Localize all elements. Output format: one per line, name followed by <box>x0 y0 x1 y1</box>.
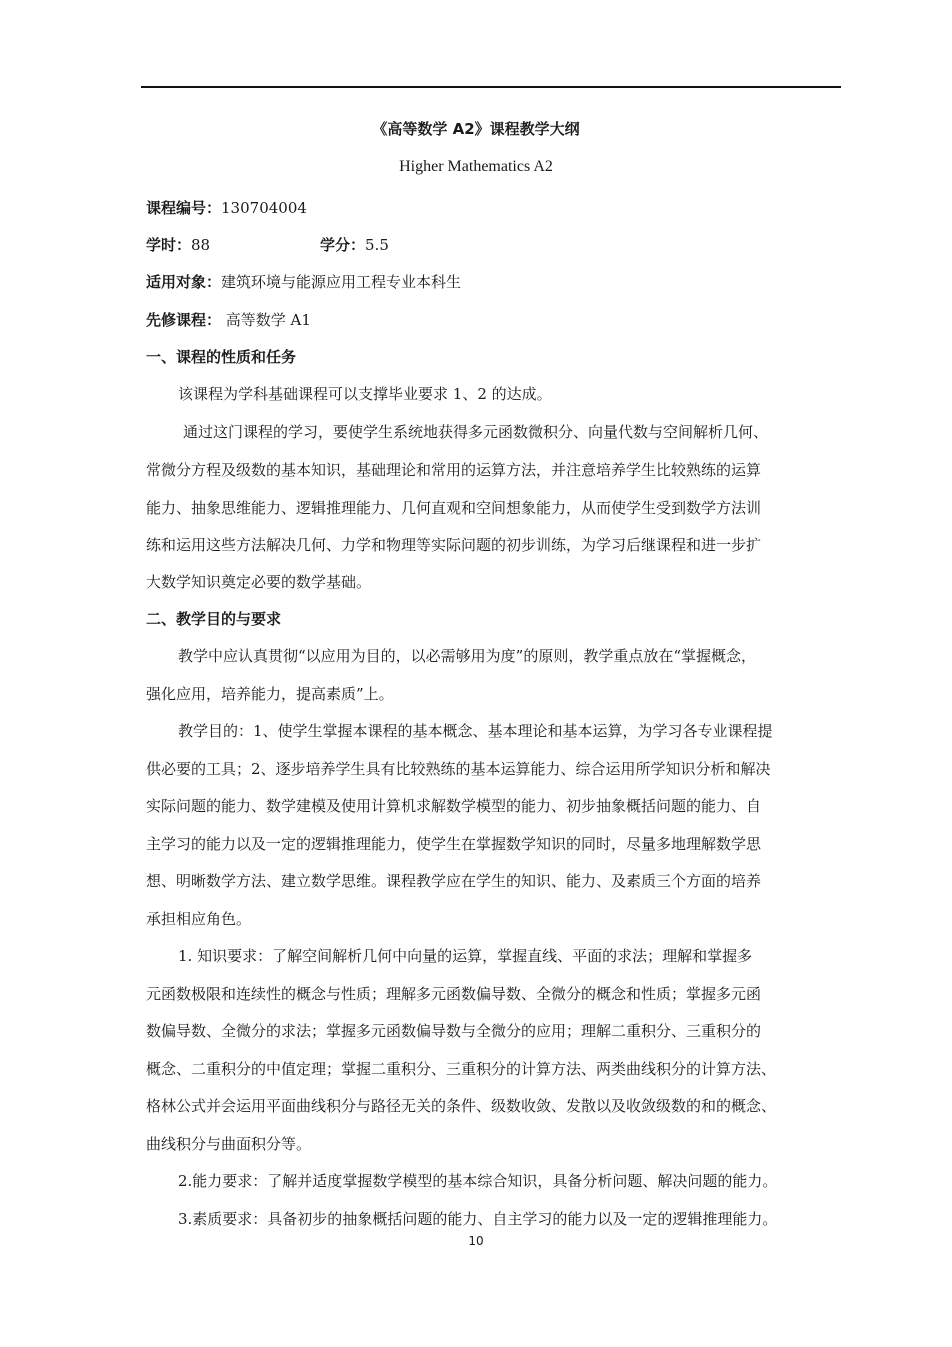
section2-line: 主学习的能力以及一定的逻辑推理能力，使学生在掌握数学知识的同时，尽量多地理解数学思 <box>146 835 762 853</box>
section2-line: 2.能力要求：了解并适度掌握数学模型的基本综合知识，具备分析问题、解决问题的能力。 <box>178 1172 778 1190</box>
section1-heading: 一、课程的性质和任务 <box>146 348 297 366</box>
section1-line: 通过这门课程的学习，要使学生系统地获得多元函数微积分、向量代数与空间解析几何、 <box>183 423 769 441</box>
section2-line: 强化应用，培养能力，提高素质”上。 <box>146 685 394 703</box>
hours-line <box>146 234 210 255</box>
section2-line: 1. 知识要求：了解空间解析几何中向量的运算，掌握直线、平面的求法；理解和掌握多 <box>178 947 753 965</box>
section2-line: 教学目的：1、使学生掌握本课程的基本概念、基本理论和基本运算，为学习各专业课程提 <box>178 722 773 740</box>
course-code-value: 130704004 <box>221 199 307 217</box>
section2-line: 承担相应角色。 <box>146 910 252 928</box>
section1-line: 能力、抽象思维能力、逻辑推理能力、几何直观和空间想象能力，从而使学生受到数学方法训 <box>146 499 762 517</box>
header-rule <box>141 86 841 88</box>
credit-label: 学分： <box>320 236 366 254</box>
page-subtitle: Higher Mathematics A2 <box>399 158 553 175</box>
prereq-line <box>146 309 311 330</box>
page-number: 10 <box>468 1234 484 1248</box>
section2-line: 数偏导数、全微分的求法；掌握多元函数偏导数与全微分的应用；理解二重积分、三重积分的 <box>146 1022 762 1040</box>
section2-line: 供必要的工具；2、逐步培养学生具有比较熟练的基本运算能力、综合运用所学知识分析和解决 <box>146 760 771 778</box>
section1-line: 大数学知识奠定必要的数学基础。 <box>146 573 372 591</box>
prereq-value: 高等数学 A1 <box>221 311 311 329</box>
section2-heading: 二、教学目的与要求 <box>146 610 282 628</box>
section1-line: 该课程为学科基础课程可以支撑毕业要求 1、2 的达成。 <box>178 385 552 403</box>
prereq-label: 先修课程： <box>146 311 222 329</box>
section1-line: 常微分方程及级数的基本知识，基础理论和常用的运算方法，并注意培养学生比较熟练的运算 <box>146 461 762 479</box>
section2-line: 概念、二重积分的中值定理；掌握二重积分、三重积分的计算方法、两类曲线积分的计算方法、 <box>146 1060 777 1078</box>
target-value: 建筑环境与能源应用工程专业本科生 <box>221 273 462 291</box>
section2-line: 元函数极限和连续性的概念与性质；理解多元函数偏导数、全微分的概念和性质；掌握多元函 <box>146 985 762 1003</box>
section2-line: 3.素质要求：具备初步的抽象概括问题的能力、自主学习的能力以及一定的逻辑推理能力。 <box>178 1210 778 1228</box>
page-title: 《高等数学 A2》课程教学大纲 <box>372 120 580 138</box>
section1-line: 练和运用这些方法解决几何、力学和物理等实际问题的初步训练，为学习后继课程和进一步扩 <box>146 536 762 554</box>
target-label: 适用对象： <box>146 273 222 291</box>
course-code-label: 课程编号： <box>146 199 222 217</box>
credit-line <box>320 234 389 255</box>
section2-line: 曲线积分与曲面积分等。 <box>146 1135 312 1153</box>
hours-value: 88 <box>191 236 211 254</box>
section2-line: 格林公式并会运用平面曲线积分与路径无关的条件、级数收敛、发散以及收敛级数的和的概念、 <box>146 1097 777 1115</box>
hours-label: 学时： <box>146 236 192 254</box>
section2-line: 想、明晰数学方法、建立数学思维。课程教学应在学生的知识、能力、及素质三个方面的培养 <box>146 872 762 890</box>
credit-value: 5.5 <box>365 236 389 254</box>
section2-line: 实际问题的能力、数学建模及使用计算机求解数学模型的能力、初步抽象概括问题的能力、自 <box>146 797 762 815</box>
course-code-line <box>146 197 307 218</box>
section2-line: 教学中应认真贯彻“以应用为目的，以必需够用为度”的原则，教学重点放在“掌握概念， <box>178 647 757 665</box>
target-line <box>146 271 461 292</box>
